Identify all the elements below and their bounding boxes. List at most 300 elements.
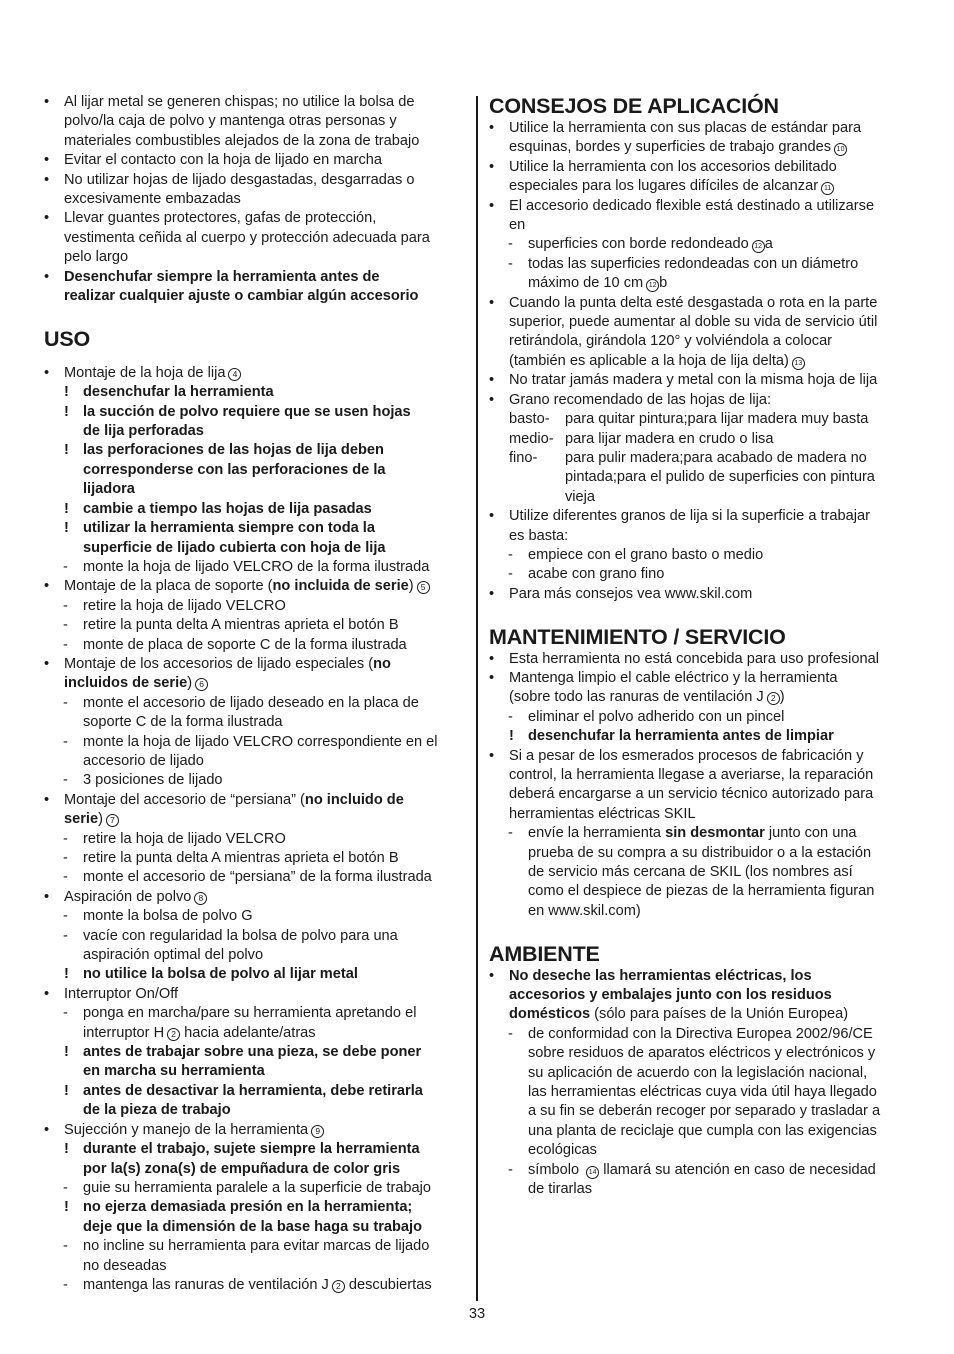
text-run: Al lijar metal se generen chispas; no utilice la bolsa de bbox=[64, 94, 415, 110]
text-run: Interruptor On/Off bbox=[64, 985, 179, 1002]
text-line bbox=[489, 967, 909, 986]
section-heading: CONSEJOS DE APLICACIÓN bbox=[489, 94, 779, 118]
text-run: No tratar jamás madera y metal con la misma hoja de lija bbox=[509, 372, 878, 389]
text-line bbox=[44, 229, 464, 248]
text-line bbox=[489, 986, 909, 1005]
text-run: para pulir madera;para acabado de madera no bbox=[565, 449, 867, 466]
text-line bbox=[489, 727, 909, 746]
text-line bbox=[44, 849, 464, 868]
text-run: pintada;para el pulido de superficies con pintura bbox=[565, 469, 875, 486]
text-run: desenchufar la herramienta bbox=[83, 384, 274, 401]
text-run: ) bbox=[779, 689, 785, 706]
bullet-marker: • bbox=[44, 985, 50, 1002]
text-run: serie bbox=[64, 811, 99, 828]
text-line bbox=[489, 1005, 909, 1024]
figure-ref: 5 bbox=[417, 581, 430, 594]
text-run: domésticos bbox=[509, 1006, 591, 1023]
text-line bbox=[44, 1004, 464, 1023]
text-line bbox=[44, 946, 464, 965]
text-run: Evitar el contacto con la hoja de lijado en marcha bbox=[64, 152, 383, 169]
text-run: ) bbox=[187, 675, 193, 692]
text-line bbox=[44, 577, 464, 596]
text-run: monte el accesorio de lijado deseado en la placa de bbox=[83, 694, 419, 711]
left-column bbox=[44, 93, 464, 1295]
text-line bbox=[44, 1140, 464, 1159]
figure-ref: 2 bbox=[332, 1280, 345, 1293]
text-run: Utilice la herramienta con los accesorios debilitado bbox=[509, 158, 837, 175]
text-run: antes de desactivar la herramienta, debe retirarla bbox=[83, 1082, 423, 1099]
text-line bbox=[489, 1102, 909, 1121]
figure-ref: 14 bbox=[586, 1166, 599, 1179]
bullet-marker: • bbox=[44, 655, 50, 672]
text-run: No utilizar hojas de lijado desgastadas, desgarradas o bbox=[64, 171, 415, 188]
text-run: en bbox=[509, 217, 526, 234]
text-line bbox=[489, 391, 909, 410]
text-line bbox=[489, 313, 909, 332]
text-run: herramientas eléctricas SKIL bbox=[509, 805, 696, 822]
text-line bbox=[44, 927, 464, 946]
text-line bbox=[44, 441, 464, 460]
text-line bbox=[489, 1180, 909, 1199]
text-line bbox=[489, 902, 909, 921]
text-run: (sólo para países de la Unión Europea) bbox=[590, 1006, 849, 1023]
bullet-marker: • bbox=[44, 152, 50, 169]
figure-ref: 2 bbox=[167, 1028, 180, 1041]
text-run: de la pieza de trabajo bbox=[83, 1102, 231, 1119]
text-line bbox=[44, 830, 464, 849]
text-run: desenchufar la herramienta antes de limpiar bbox=[528, 728, 834, 745]
bullet-marker: • bbox=[489, 391, 495, 408]
text-line bbox=[489, 1141, 909, 1160]
text-line bbox=[489, 785, 909, 804]
text-line bbox=[44, 1160, 464, 1179]
text-line bbox=[489, 882, 909, 901]
figure-ref: 6 bbox=[195, 678, 208, 691]
spacer bbox=[489, 604, 909, 623]
text-run: monte la hoja de lijado VELCRO de la forma ilustrada bbox=[83, 558, 430, 575]
dash-marker: - bbox=[63, 558, 68, 575]
text-run: Desenchufar siempre la herramienta antes de bbox=[64, 268, 380, 285]
text-line bbox=[44, 713, 464, 732]
dash-marker: - bbox=[63, 1238, 68, 1255]
warning-marker: ! bbox=[64, 1044, 69, 1061]
bullet-marker: • bbox=[489, 747, 495, 764]
bullet-marker: • bbox=[44, 364, 50, 381]
text-line bbox=[489, 805, 909, 824]
text-line bbox=[44, 888, 464, 907]
dash-marker: - bbox=[508, 546, 513, 563]
text-run: No deseche las herramientas eléctricas, los bbox=[509, 967, 812, 984]
dash-marker: - bbox=[63, 1276, 68, 1293]
text-run: es basta: bbox=[509, 527, 569, 544]
text-line bbox=[44, 1024, 464, 1043]
text-line bbox=[44, 1276, 464, 1295]
text-run: no deseadas bbox=[83, 1257, 167, 1274]
dash-marker: - bbox=[63, 908, 68, 925]
section-heading: USO bbox=[44, 326, 90, 351]
text-line bbox=[489, 824, 909, 843]
text-run: especiales para los lugares difíciles de alcanzar bbox=[509, 178, 819, 195]
text-run: b bbox=[659, 275, 668, 292]
text-run: retire la hoja de lijado VELCRO bbox=[83, 597, 286, 614]
dash-marker: - bbox=[63, 617, 68, 634]
text-line bbox=[489, 410, 909, 429]
text-line bbox=[489, 468, 909, 487]
text-line bbox=[44, 616, 464, 635]
text-run: no incline su herramienta para evitar marcas de lijado bbox=[83, 1238, 430, 1255]
text-run: incluidos de serie bbox=[64, 675, 188, 692]
text-run: antes de trabajar sobre una pieza, se debe poner bbox=[83, 1044, 422, 1061]
right-column bbox=[489, 93, 909, 1200]
text-run: cambie a tiempo las hojas de lija pasadas bbox=[83, 500, 372, 517]
text-run: por la(s) zona(s) de empuñadura de color gris bbox=[83, 1160, 401, 1177]
text-line bbox=[489, 546, 909, 565]
text-line bbox=[44, 132, 464, 151]
warning-marker: ! bbox=[64, 1141, 69, 1158]
dash-marker: - bbox=[63, 636, 68, 653]
figure-ref: 13 bbox=[792, 357, 805, 370]
text-line bbox=[489, 352, 909, 371]
text-line bbox=[44, 209, 464, 228]
grit-label: fino- bbox=[509, 449, 538, 466]
text-line bbox=[44, 171, 464, 190]
text-run: acabe con grano fino bbox=[528, 566, 665, 583]
text-run: de tirarlas bbox=[528, 1181, 593, 1198]
text-run: no utilice la bolsa de polvo al lijar metal bbox=[83, 966, 358, 983]
text-line bbox=[44, 1043, 464, 1062]
dash-marker: - bbox=[63, 1179, 68, 1196]
text-run: Utilice la herramienta con sus placas de estándar para bbox=[509, 120, 862, 136]
bullet-marker: • bbox=[489, 650, 495, 667]
text-line bbox=[489, 294, 909, 313]
bullet-marker: • bbox=[44, 171, 50, 188]
bullet-marker: • bbox=[489, 372, 495, 389]
text-line bbox=[489, 527, 909, 546]
text-run: eliminar el polvo adherido con un pincel bbox=[528, 708, 785, 725]
warning-marker: ! bbox=[64, 1199, 69, 1216]
text-run: Esta herramienta no está concebida para uso profesional bbox=[509, 650, 879, 667]
text-run: descubiertas bbox=[344, 1276, 432, 1293]
text-run: superior, puede aumentar al doble su vida de servicio útil bbox=[509, 314, 878, 331]
text-run: mantenga las ranuras de ventilación J bbox=[83, 1276, 329, 1293]
text-run: las herramientas eléctricas cuya vida útil haya llegado bbox=[528, 1084, 877, 1101]
text-run: Utilize diferentes granos de lija si la superficie a trabajar bbox=[509, 508, 870, 525]
text-run: realizar cualquier ajuste o cambiar algún accesorio bbox=[64, 288, 419, 305]
text-run: su aplicación de acuerdo con la legislación nacional, bbox=[528, 1064, 868, 1081]
text-run: monte la bolsa de polvo G bbox=[83, 908, 253, 925]
bullet-marker: • bbox=[44, 1121, 50, 1138]
dash-marker: - bbox=[63, 927, 68, 944]
text-line bbox=[489, 216, 909, 235]
text-line bbox=[44, 539, 464, 558]
text-line bbox=[44, 1082, 464, 1101]
bullet-marker: • bbox=[44, 268, 50, 285]
text-run: 3 posiciones de lijado bbox=[83, 772, 223, 789]
text-run: ) bbox=[98, 811, 103, 828]
text-line bbox=[44, 674, 464, 693]
text-run: vacíe con regularidad la bolsa de polvo para una bbox=[83, 927, 398, 944]
text-run: durante el trabajo, sujete siempre la herramienta bbox=[83, 1141, 420, 1158]
warning-marker: ! bbox=[509, 728, 514, 745]
text-run: sobre residuos de aparatos eléctricos y electrónicos y bbox=[528, 1045, 876, 1062]
text-line bbox=[489, 430, 909, 449]
text-run: no bbox=[373, 655, 391, 672]
text-run: en marcha su herramienta bbox=[83, 1063, 265, 1080]
text-line bbox=[44, 93, 464, 112]
text-run: (también es aplicable a la hoja de lija delta) bbox=[509, 352, 789, 369]
text-run: monte la hoja de lijado VELCRO correspondiente en el bbox=[83, 733, 438, 750]
figure-ref: 8 bbox=[194, 892, 207, 905]
text-line bbox=[44, 287, 464, 306]
warning-marker: ! bbox=[64, 520, 69, 537]
text-line bbox=[44, 1121, 464, 1140]
dash-marker: - bbox=[508, 566, 513, 583]
text-run: máximo de 10 cm bbox=[528, 275, 644, 292]
text-run: Llevar guantes protectores, gafas de protección, bbox=[64, 210, 377, 227]
text-run: El accesorio dedicado flexible está destinado a utilizarse bbox=[509, 197, 875, 214]
column-divider bbox=[476, 96, 478, 1301]
figure-ref: 9 bbox=[311, 1125, 324, 1138]
text-line bbox=[489, 650, 909, 669]
dash-marker: - bbox=[508, 1025, 513, 1042]
text-run: superficies con borde redondeado bbox=[528, 236, 749, 253]
text-run: Para más consejos vea www.skil.com bbox=[509, 585, 753, 602]
text-run: excesivamente embazadas bbox=[64, 191, 241, 208]
text-line bbox=[44, 558, 464, 577]
text-run: la succión de polvo requiere que se usen hojas bbox=[83, 403, 411, 420]
text-line bbox=[489, 197, 909, 216]
spacer bbox=[44, 306, 464, 325]
text-run: hacia adelante/atras bbox=[180, 1024, 316, 1041]
text-run: deberá encargarse a un servicio técnico autorizado para bbox=[509, 786, 874, 803]
text-line bbox=[489, 747, 909, 766]
text-run: guie su herramienta paralele a la superficie de trabajo bbox=[83, 1179, 432, 1196]
text-run: retire la hoja de lijado VELCRO bbox=[83, 830, 286, 847]
text-line bbox=[44, 1257, 464, 1276]
text-run: pelo largo bbox=[64, 249, 129, 266]
text-run: accesorios y embalajes junto con los residuos bbox=[509, 987, 832, 1004]
text-line bbox=[489, 488, 909, 507]
text-run: de lija perforadas bbox=[83, 423, 204, 440]
text-run: deje que la dimensión de la base haga su trabajo bbox=[83, 1218, 422, 1235]
dash-marker: - bbox=[63, 733, 68, 750]
text-run: de servicio más cercana de SKIL (los nombres así bbox=[528, 864, 853, 881]
grit-label: medio- bbox=[509, 430, 554, 447]
grit-label: basto- bbox=[509, 411, 550, 428]
bullet-marker: • bbox=[44, 888, 50, 905]
text-line bbox=[44, 190, 464, 209]
text-line bbox=[44, 480, 464, 499]
text-line bbox=[44, 461, 464, 480]
text-line bbox=[489, 332, 909, 351]
text-line bbox=[489, 669, 909, 688]
text-line bbox=[44, 500, 464, 519]
dash-marker: - bbox=[63, 772, 68, 789]
text-run: las perforaciones de las hojas de lija deben bbox=[83, 442, 384, 459]
text-run: (sobre todo las ranuras de ventilación J bbox=[509, 689, 764, 706]
warning-marker: ! bbox=[64, 442, 69, 459]
text-line bbox=[44, 597, 464, 616]
text-run: retire la punta delta A mientras aprieta el botón B bbox=[83, 850, 399, 867]
text-run: retire la punta delta A mientras aprieta el botón B bbox=[83, 617, 399, 634]
text-run: llamará su atención en caso de necesidad bbox=[599, 1161, 876, 1178]
dash-marker: - bbox=[508, 708, 513, 725]
text-line bbox=[44, 752, 464, 771]
dash-marker: - bbox=[508, 1161, 513, 1178]
text-line bbox=[489, 119, 909, 138]
text-line bbox=[44, 268, 464, 287]
text-line bbox=[44, 248, 464, 267]
text-line bbox=[44, 733, 464, 752]
text-line bbox=[44, 1198, 464, 1217]
text-line bbox=[44, 694, 464, 713]
text-line bbox=[44, 383, 464, 402]
text-run: Mantenga limpio el cable eléctrico y la herramienta bbox=[509, 669, 838, 686]
dash-marker: - bbox=[63, 830, 68, 847]
text-line bbox=[489, 138, 909, 157]
dash-marker: - bbox=[508, 825, 513, 842]
text-line bbox=[489, 1083, 909, 1102]
text-line bbox=[489, 1122, 909, 1141]
text-run: en www.skil.com) bbox=[528, 902, 641, 919]
figure-ref: 10 bbox=[834, 143, 847, 156]
figure-ref: 12 bbox=[752, 240, 765, 253]
bullet-marker: • bbox=[489, 294, 495, 311]
text-run: todas las superficies redondeadas con un diámetro bbox=[528, 255, 859, 272]
warning-marker: ! bbox=[64, 500, 69, 517]
text-line bbox=[489, 766, 909, 785]
text-run: Si a pesar de los esmerados procesos de fabricación y bbox=[509, 747, 864, 764]
text-run: vestimenta ceñida al cuerpo y protección adecuada para bbox=[64, 229, 430, 246]
text-line bbox=[44, 1179, 464, 1198]
dash-marker: - bbox=[63, 869, 68, 886]
text-run: utilizar la herramienta siempre con toda la bbox=[83, 520, 375, 537]
spacer bbox=[44, 352, 464, 364]
text-run: lijadora bbox=[83, 481, 135, 498]
text-run: vieja bbox=[565, 488, 596, 505]
dash-marker: - bbox=[63, 597, 68, 614]
dash-marker: - bbox=[63, 694, 68, 711]
dash-marker: - bbox=[63, 850, 68, 867]
text-run: Grano recomendado de las hojas de lija: bbox=[509, 391, 772, 408]
text-line bbox=[44, 810, 464, 829]
text-line bbox=[44, 1101, 464, 1120]
text-run: materiales combustibles alejados de la zona de trabajo bbox=[64, 132, 420, 149]
dash-marker: - bbox=[508, 236, 513, 253]
text-run: accesorio de lijado bbox=[83, 752, 204, 769]
section-heading: AMBIENTE bbox=[489, 941, 600, 966]
text-run: para lijar madera en crudo o lisa bbox=[565, 430, 774, 447]
text-line bbox=[44, 791, 464, 810]
text-line bbox=[44, 422, 464, 441]
text-line bbox=[44, 519, 464, 538]
text-line bbox=[489, 507, 909, 526]
text-line bbox=[489, 708, 909, 727]
text-run: retirándola, girándola 120° y volviéndola a colocar bbox=[509, 333, 833, 350]
text-line bbox=[489, 235, 909, 254]
text-run: control, la herramienta llegase a averiarse, la reparación bbox=[509, 766, 874, 783]
text-run: Montaje del accesorio de “persiana” ( bbox=[64, 791, 305, 808]
text-line bbox=[489, 1025, 909, 1044]
text-line bbox=[44, 907, 464, 926]
text-line bbox=[44, 985, 464, 1004]
page-number: 33 bbox=[468, 1306, 486, 1322]
figure-ref: 7 bbox=[106, 814, 119, 827]
text-run: ponga en marcha/pare su herramienta apretando el bbox=[83, 1005, 417, 1022]
bullet-marker: • bbox=[489, 197, 495, 214]
text-line bbox=[489, 585, 909, 604]
figure-ref: 12 bbox=[646, 279, 659, 292]
bullet-marker: • bbox=[489, 508, 495, 525]
text-line bbox=[44, 1062, 464, 1081]
bullet-marker: • bbox=[489, 585, 495, 602]
text-line bbox=[489, 371, 909, 390]
text-run: a su fin se deberán recoger por separado y trasladar a bbox=[528, 1103, 881, 1120]
text-line bbox=[489, 863, 909, 882]
figure-ref: 11 bbox=[821, 182, 834, 195]
text-line bbox=[489, 449, 909, 468]
text-run: envíe la herramienta bbox=[528, 825, 666, 842]
warning-marker: ! bbox=[64, 384, 69, 401]
bullet-marker: • bbox=[44, 94, 50, 110]
text-run: sin desmontar bbox=[665, 825, 765, 842]
text-run: a bbox=[764, 236, 773, 253]
bullet-marker: • bbox=[44, 578, 50, 595]
dash-marker: - bbox=[63, 1005, 68, 1022]
text-run: como el despiece de piezas de la herramienta figuran bbox=[528, 883, 875, 900]
bullet-marker: • bbox=[489, 669, 495, 686]
text-line bbox=[44, 364, 464, 383]
warning-marker: ! bbox=[64, 966, 69, 983]
text-run: Aspiración de polvo bbox=[64, 888, 192, 905]
figure-ref: 2 bbox=[767, 692, 780, 705]
text-run: corresponderse con las perforaciones de la bbox=[83, 461, 386, 478]
text-line bbox=[489, 1044, 909, 1063]
bullet-marker: • bbox=[489, 158, 495, 175]
section-heading: MANTENIMIENTO / SERVICIO bbox=[489, 624, 786, 649]
text-run: soporte C de la forma ilustrada bbox=[83, 714, 283, 731]
dash-marker: - bbox=[508, 255, 513, 272]
text-run: una planta de reciclaje que cumpla con las exigencias bbox=[528, 1122, 877, 1139]
text-line bbox=[44, 112, 464, 131]
text-run: ) bbox=[408, 578, 414, 595]
text-line bbox=[44, 151, 464, 170]
text-run: no ejerza demasiada presión en la herramienta; bbox=[83, 1199, 413, 1216]
text-run: junto con una bbox=[764, 825, 857, 842]
text-run: Montaje de los accesorios de lijado especiales ( bbox=[64, 655, 374, 672]
text-run: no incluido de bbox=[304, 791, 404, 808]
text-run: Sujección y manejo de la herramienta bbox=[64, 1121, 309, 1138]
text-run: no incluida de serie bbox=[272, 578, 409, 595]
spacer bbox=[489, 921, 909, 940]
warning-marker: ! bbox=[64, 403, 69, 420]
text-run: empiece con el grano basto o medio bbox=[528, 546, 764, 563]
text-line bbox=[44, 1237, 464, 1256]
text-line bbox=[44, 965, 464, 984]
text-line bbox=[489, 274, 909, 293]
text-line bbox=[44, 403, 464, 422]
text-run: polvo/la caja de polvo y mantenga otras personas y bbox=[64, 113, 397, 130]
text-run: de conformidad con la Directiva Europea 2002/96/CE bbox=[528, 1025, 873, 1042]
text-line bbox=[489, 177, 909, 196]
text-run: Montaje de la hoja de lija bbox=[64, 364, 226, 381]
text-run: monte de placa de soporte C de la forma ilustrada bbox=[83, 636, 407, 653]
bullet-marker: • bbox=[489, 967, 495, 984]
figure-ref: 4 bbox=[228, 368, 241, 381]
text-line bbox=[489, 255, 909, 274]
text-run: símbolo bbox=[528, 1161, 584, 1178]
text-line bbox=[489, 1161, 909, 1180]
